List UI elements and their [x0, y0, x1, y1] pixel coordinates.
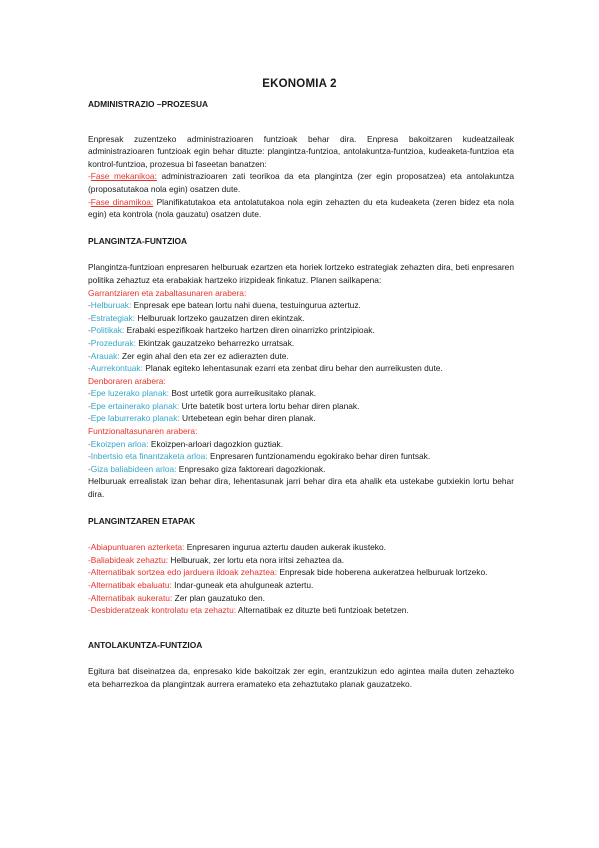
group-heading: Denboraren arabera:	[88, 375, 166, 386]
section-paragraph: Helburuak errealistak izan behar dira, lehentasunak jarri behar dira eta ahalik eta ustekabe gutxiekin lortu behar dira.	[88, 476, 514, 500]
section-heading-antolakuntza: ANTOLAKUNTZA-FUNTZIOA	[88, 639, 203, 650]
section-heading-plangintza: PLANGINTZA-FUNTZIOA	[88, 235, 188, 246]
list-item: -Ekoizpen arloa: Ekoizpen-arloari dagozkion guztiak.	[88, 438, 284, 449]
list-item: -Alternatibak sortzea edo jarduera ildoak zehaztea: Enpresak bide hoberena aukeratzea helburuak lortzeko.	[88, 567, 488, 578]
section-paragraph: Egitura bat diseinatzea da, enpresako kide bakoitzak zer egin, erantzukizun edo agintea maila duten zehazteko eta beharrezkoa da plangintzak aurrera eramateko eta zehaztutako planak gauzatzeko.	[88, 666, 514, 689]
list-item: -Politikak: Erabaki espezifikoak hartzeko hartzen diren oinarrizko printzipioak.	[88, 325, 375, 336]
section-paragraph: Enpresak zuzentzeko administrazioaren funtzioak behar dira. Enpresa bakoitzaren kudeatzaileak administrazioaren funtzioak egin behar dituzte: plangintza-funtzioa, antolakuntza-funtzioa, kudeaketa-funtzioa eta kontrol-funtzioa, prozesua bi faseetan banatzen:	[88, 133, 514, 169]
list-item: -Desbideratzeak kontrolatu eta zehaztu: Alternatibak ez dituzte beti funtzioak betetzen.	[88, 605, 409, 616]
document-body	[88, 98, 514, 691]
list-item: -Prozedurak: Ekintzak gauzatzeko beharrezko urratsak.	[88, 337, 295, 348]
list-item: -Giza baliabideen arloa: Enpresako giza faktoreari dagozkionak.	[88, 463, 326, 474]
list-item: -Estrategiak: Helburuak lortzeko gauzatzen diren ekintzak.	[88, 312, 305, 323]
list-item: -Fase dinamikoa: Planifikatutakoa eta antolatutakoa nola egin zehazten du eta kudeaketa (zeren bidez eta nola egin) eta kontrola (nola gauzatu) osatzen dute.	[88, 196, 515, 220]
list-item: -Fase mekanikoa: administrazioaren zati teorikoa da eta plangintza (zer egin proposatzea) eta antolakuntza (proposatutakoa nola egin) osatzen dute.	[88, 171, 514, 194]
section-heading-administrazio: ADMINISTRAZIO –PROZESUA	[88, 99, 209, 109]
list-item: -Epe ertainerako planak: Urte batetik bost urtera lortu behar diren planak.	[88, 400, 360, 411]
list-item: -Epe luzerako planak: Bost urtetik gora aurreikusitako planak.	[88, 388, 317, 399]
group-heading: Funtzionaltasunaren arabera:	[88, 426, 198, 437]
document-title: EKONOMIA 2	[262, 78, 337, 90]
group-heading: Garrantziaren eta zabaltasunaren arabera:	[88, 287, 247, 298]
list-item: -Baliabideak zehaztu: Helburuak, zer lortu eta nora iritsi zehaztea da.	[88, 554, 345, 565]
section-heading-etapak: PLANGINTZAREN ETAPAK	[88, 515, 196, 526]
list-item: -Aurrekontuak: Planak egiteko lehentasunak ezarri eta zenbat diru behar den aurreikusten dute.	[88, 363, 443, 374]
list-item: -Helburuak: Enpresak epe batean lortu nahi duena, testuingurua aztertuz.	[88, 300, 361, 311]
list-item: -Alternatibak ebaluatu: Indar-guneak eta ahulguneak aztertu.	[88, 580, 314, 590]
section-paragraph: Plangintza-funtzioan enpresaren helburuak ezartzen eta horiek lortzeko estrategiak zehazten dira, beti enpresaren politika zehaztuz eta erabakiak hartzeko irizpideak finkatuz. Planen sailkapena:	[88, 262, 514, 285]
list-item: -Abiapuntuaren azterketa: Enpresaren ingurua aztertu dauden aukerak ikusteko.	[88, 542, 386, 553]
list-item: -Alternatibak aukeratu: Zer plan gauzatuko den.	[88, 592, 265, 603]
list-item: -Inbertsio eta finantzaketa arloa: Enpresaren funtzionamendu egokirako behar diren funtsak.	[88, 451, 431, 462]
list-item: -Arauak: Zer egin ahal den eta zer ez adierazten dute.	[88, 350, 289, 361]
list-item: -Epe laburrerako planak: Urtebetean egin behar diren planak.	[88, 413, 316, 424]
